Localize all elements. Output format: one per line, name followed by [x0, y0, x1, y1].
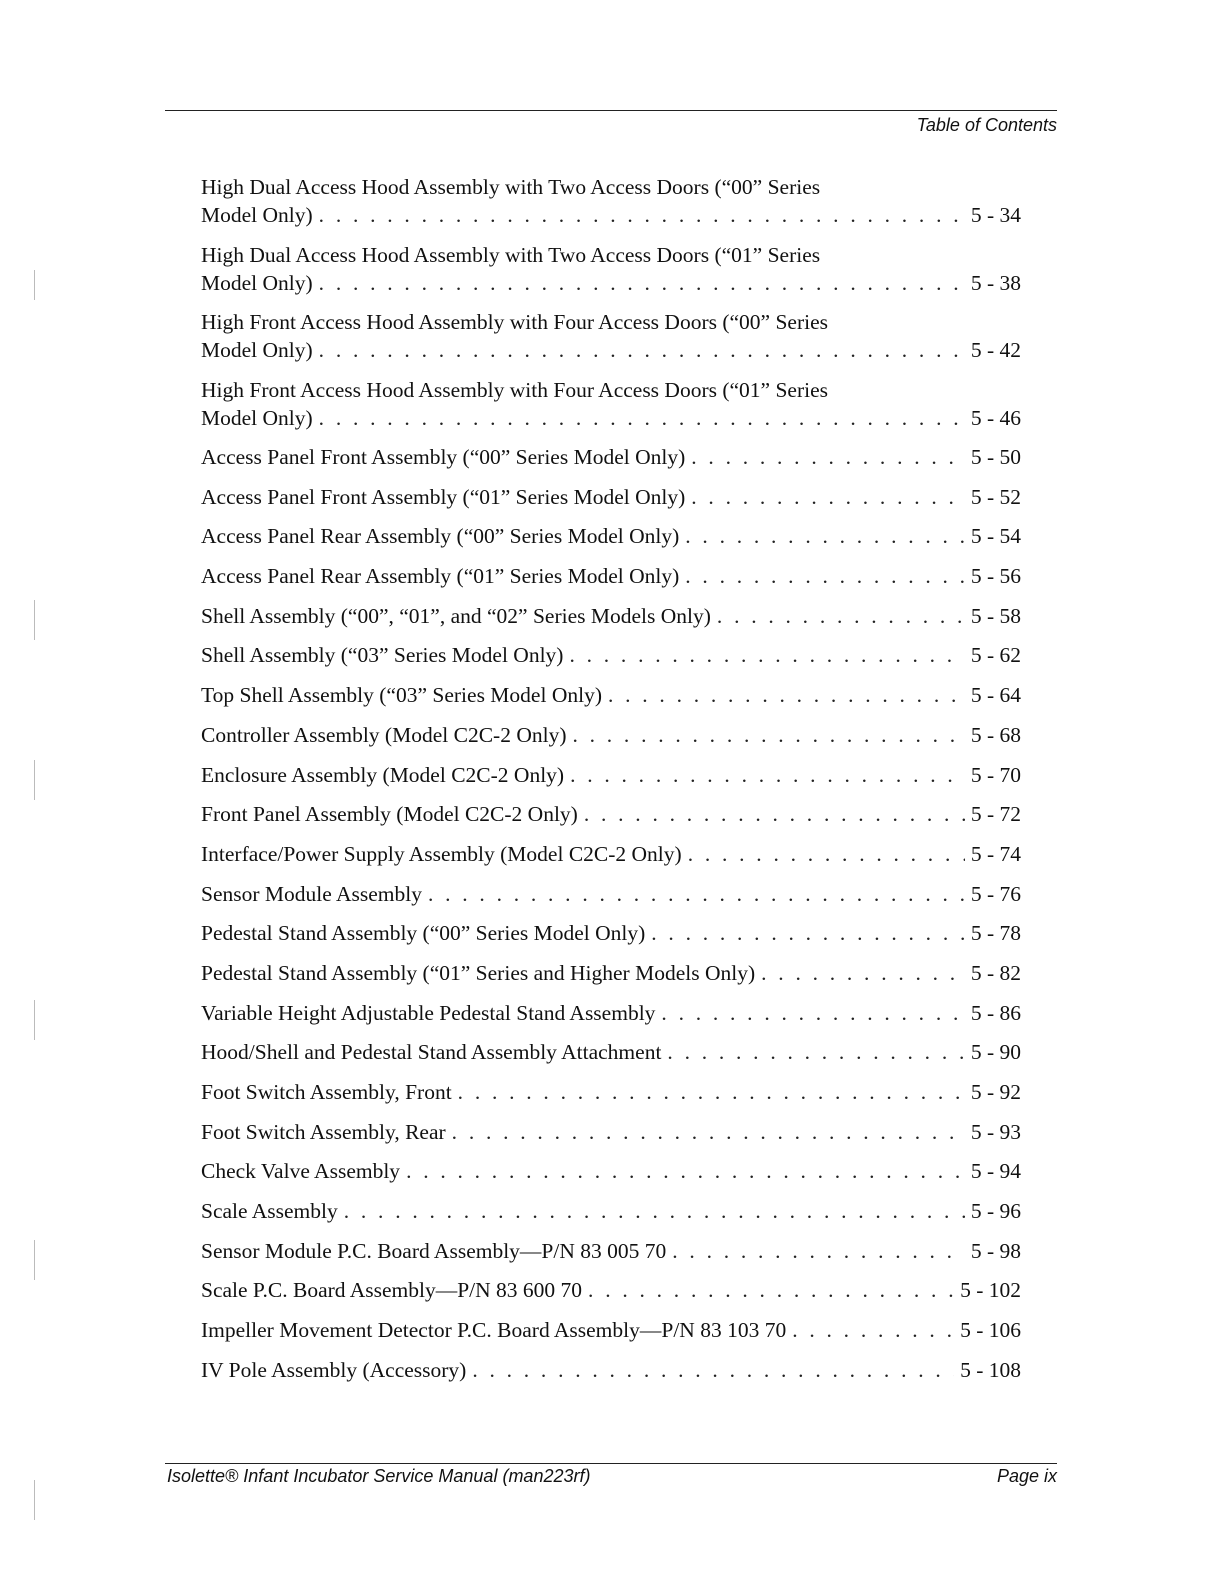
toc-entry-page: 5 - 74 — [970, 841, 1021, 866]
toc-entry-title: Foot Switch Assembly, Front — [201, 1080, 452, 1104]
toc-entry-title-line1: High Front Access Hood Assembly with Four Access Doors (“00” Series — [201, 310, 829, 334]
toc-entry-title: Access Panel Rear Assembly (“00” Series Model Only) — [201, 524, 680, 549]
dot-leader — [717, 602, 965, 630]
toc-entry[interactable] — [201, 761, 1021, 789]
toc-entry-page: 5 - 93 — [970, 1119, 1021, 1144]
toc-entry-page: 5 - 76 — [970, 881, 1021, 906]
toc-entry-page: 5 - 38 — [970, 270, 1021, 295]
dot-leader — [452, 1118, 965, 1146]
toc-entry[interactable] — [201, 1078, 1021, 1106]
toc-entry-page: 5 - 96 — [970, 1199, 1021, 1224]
toc-entry[interactable] — [201, 1197, 1021, 1225]
toc-entry-title: Model Only) — [201, 203, 313, 227]
toc-entry-page: 5 - 46 — [970, 405, 1021, 430]
toc-entry-page: 5 - 52 — [970, 484, 1021, 509]
dot-leader — [667, 1038, 964, 1066]
dot-leader — [569, 641, 964, 669]
toc-entry-title: Enclosure Assembly (Model C2C-2 Only) — [201, 762, 565, 787]
dot-leader — [319, 269, 965, 297]
dot-leader — [661, 999, 964, 1027]
toc-entry-page: 5 - 42 — [970, 338, 1021, 362]
toc-entry-page: 5 - 86 — [970, 1000, 1021, 1025]
dot-leader — [651, 919, 965, 947]
toc-entry-title: Access Panel Front Assembly (“01” Series Model Only) — [201, 484, 686, 509]
table-of-contents — [201, 173, 1021, 1396]
toc-entry-title: Hood/Shell and Pedestal Stand Assembly Attachment — [201, 1040, 662, 1065]
dot-leader — [685, 522, 965, 550]
dot-leader — [458, 1078, 965, 1106]
binding-margin-marks — [0, 0, 60, 1580]
toc-entry-page: 5 - 94 — [970, 1159, 1021, 1184]
toc-entry-page: 5 - 34 — [970, 203, 1021, 227]
toc-entry-title: Access Panel Rear Assembly (“01” Series Model Only) — [201, 564, 680, 589]
toc-entry[interactable] — [201, 1276, 1021, 1304]
toc-entry-page: 5 - 58 — [970, 603, 1021, 628]
toc-entry[interactable] — [201, 241, 1021, 297]
toc-entry-title: Check Valve Assembly — [201, 1159, 401, 1184]
toc-entry-title: Top Shell Assembly (“03” Series Model Only) — [201, 683, 602, 708]
dot-leader — [319, 201, 965, 229]
toc-entry[interactable] — [201, 1157, 1021, 1185]
toc-entry-page: 5 - 106 — [960, 1318, 1021, 1343]
toc-entry[interactable] — [201, 800, 1021, 828]
toc-entry[interactable] — [201, 376, 1021, 432]
header-title: Table of Contents — [916, 115, 1057, 135]
toc-entry[interactable] — [201, 1356, 1021, 1384]
toc-entry-title: Model Only) — [201, 270, 313, 295]
toc-entry-title-line1: High Dual Access Hood Assembly with Two Access Doors (“00” Series — [201, 175, 821, 199]
toc-entry-page: 5 - 54 — [970, 524, 1021, 549]
toc-entry[interactable] — [201, 562, 1021, 590]
toc-entry-title: Sensor Module Assembly — [201, 881, 422, 906]
toc-entry[interactable] — [201, 443, 1021, 471]
toc-entry-title: Interface/Power Supply Assembly (Model C2C-2 Only) — [201, 841, 682, 866]
toc-entry-page: 5 - 50 — [970, 445, 1021, 469]
toc-entry-page: 5 - 108 — [960, 1357, 1021, 1382]
dot-leader — [406, 1157, 965, 1185]
dot-leader — [792, 1316, 954, 1344]
toc-entry-title: Sensor Module P.C. Board Assembly—P/N 83 005 70 — [201, 1238, 667, 1263]
toc-entry[interactable] — [201, 308, 1021, 364]
toc-entry-title: Impeller Movement Detector P.C. Board Assembly—P/N 83 103 70 — [201, 1318, 787, 1343]
toc-entry[interactable] — [201, 1038, 1021, 1066]
dot-leader — [672, 1237, 965, 1265]
footer-page-label: Page ix — [996, 1466, 1057, 1486]
dot-leader — [584, 800, 965, 828]
dot-leader — [608, 681, 965, 709]
dot-leader — [688, 840, 965, 868]
toc-entry-page: 5 - 92 — [970, 1080, 1021, 1104]
toc-entry-title: Front Panel Assembly (Model C2C-2 Only) — [201, 802, 578, 827]
toc-entry[interactable] — [201, 919, 1021, 947]
toc-entry[interactable] — [201, 840, 1021, 868]
header-rule — [165, 110, 1057, 111]
toc-entry-page: 5 - 90 — [970, 1040, 1021, 1065]
toc-entry[interactable] — [201, 681, 1021, 709]
dot-leader — [691, 443, 965, 471]
toc-entry[interactable] — [201, 483, 1021, 511]
toc-entry[interactable] — [201, 1118, 1021, 1146]
dot-leader — [428, 880, 965, 908]
toc-entry-page: 5 - 102 — [960, 1278, 1021, 1303]
toc-entry[interactable] — [201, 602, 1021, 630]
toc-entry-page: 5 - 82 — [970, 960, 1021, 985]
toc-entry[interactable] — [201, 999, 1021, 1027]
toc-entry-page: 5 - 98 — [970, 1238, 1021, 1263]
toc-entry-title: Foot Switch Assembly, Rear — [201, 1119, 446, 1144]
footer-rule — [165, 1463, 1057, 1464]
toc-entry-page: 5 - 68 — [970, 722, 1021, 747]
toc-entry[interactable] — [201, 959, 1021, 987]
toc-entry[interactable] — [201, 641, 1021, 669]
toc-entry-title: Scale P.C. Board Assembly—P/N 83 600 70 — [201, 1278, 583, 1303]
toc-entry[interactable] — [201, 1237, 1021, 1265]
dot-leader — [588, 1276, 954, 1304]
dot-leader — [691, 483, 965, 511]
toc-entry[interactable] — [201, 880, 1021, 908]
toc-entry[interactable] — [201, 721, 1021, 749]
toc-entry-page: 5 - 56 — [970, 564, 1021, 589]
toc-entry-title-line1: High Dual Access Hood Assembly with Two Access Doors (“01” Series — [201, 242, 821, 267]
toc-entry-title: Pedestal Stand Assembly (“00” Series Model Only) — [201, 921, 646, 946]
toc-entry[interactable] — [201, 173, 1021, 229]
footer-manual-title: Isolette® Infant Incubator Service Manual (man223rf) — [167, 1466, 591, 1486]
dot-leader — [319, 336, 965, 364]
dot-leader — [344, 1197, 965, 1225]
toc-entry-page: 5 - 72 — [970, 802, 1021, 827]
toc-entry-title-line1: High Front Access Hood Assembly with Four Access Doors (“01” Series — [201, 377, 829, 402]
toc-entry-page: 5 - 62 — [970, 643, 1021, 668]
toc-entry-title: Access Panel Front Assembly (“00” Series Model Only) — [201, 445, 686, 469]
dot-leader — [761, 959, 965, 987]
toc-entry-page: 5 - 78 — [970, 921, 1021, 946]
toc-entry-page: 5 - 70 — [970, 762, 1021, 787]
dot-leader — [472, 1356, 954, 1384]
dot-leader — [319, 404, 965, 432]
toc-entry-title: Pedestal Stand Assembly (“01” Series and Higher Models Only) — [201, 960, 756, 985]
dot-leader — [685, 562, 965, 590]
toc-entry-title: Model Only) — [201, 405, 313, 430]
toc-entry-title: Model Only) — [201, 338, 313, 362]
toc-entry-title: Shell Assembly (“00”, “01”, and “02” Series Models Only) — [201, 603, 711, 628]
toc-entry-page: 5 - 64 — [970, 683, 1021, 708]
toc-entry-title: Shell Assembly (“03” Series Model Only) — [201, 643, 564, 668]
toc-entry-title: IV Pole Assembly (Accessory) — [201, 1357, 467, 1382]
toc-entry-title: Variable Height Adjustable Pedestal Stand Assembly — [201, 1000, 656, 1025]
dot-leader — [572, 721, 964, 749]
dot-leader — [570, 761, 965, 789]
toc-entry[interactable] — [201, 1316, 1021, 1344]
toc-entry-title: Controller Assembly (Model C2C-2 Only) — [201, 722, 567, 747]
toc-entry[interactable] — [201, 522, 1021, 550]
toc-entry-title: Scale Assembly — [201, 1199, 338, 1224]
